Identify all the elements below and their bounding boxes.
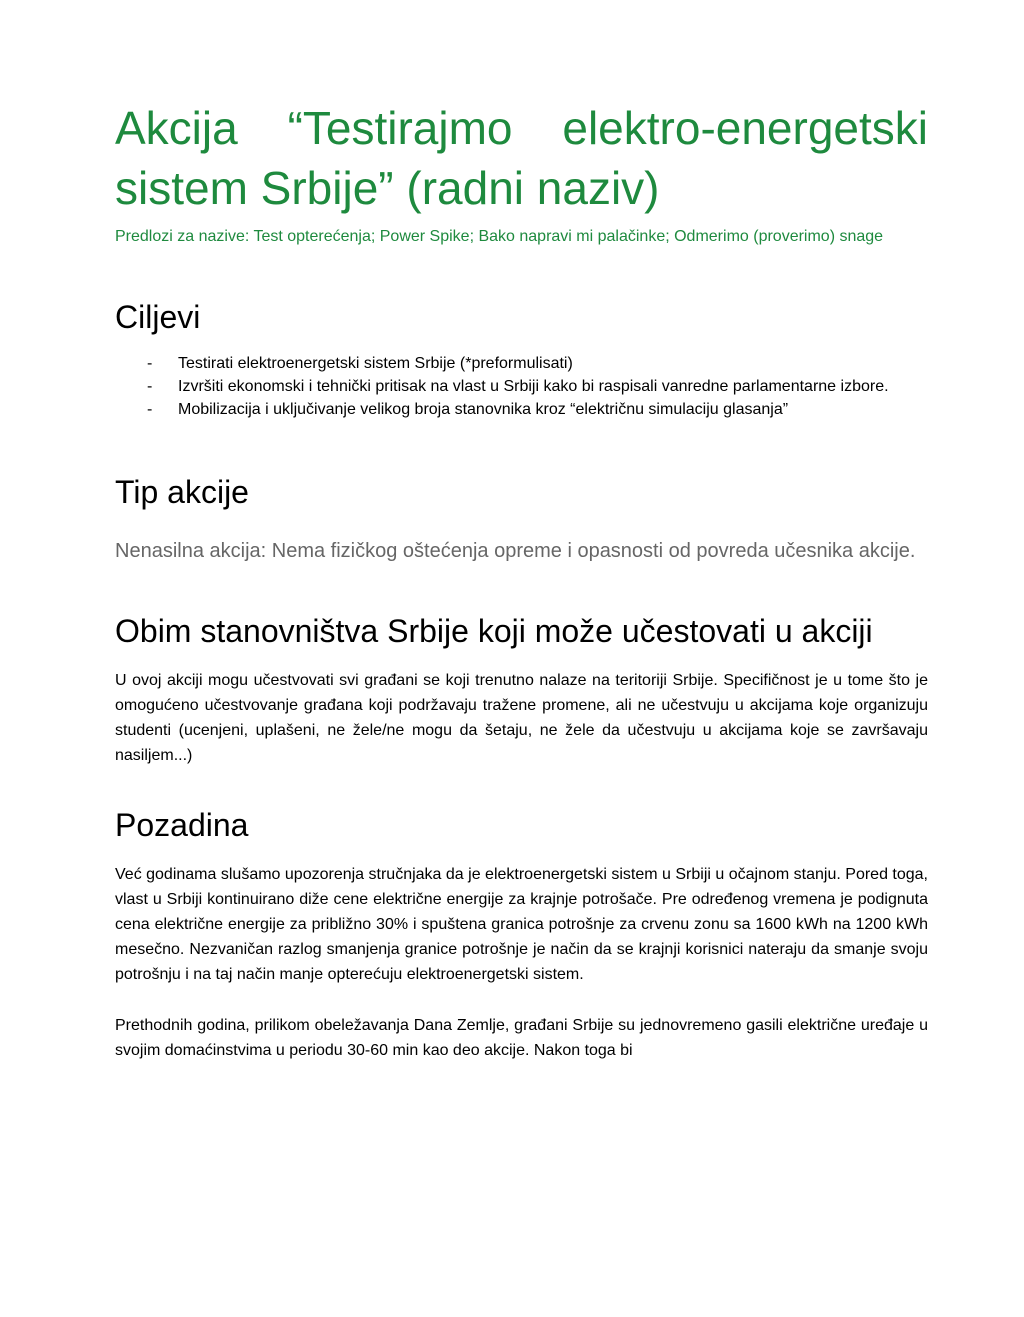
bullet-dash: - xyxy=(147,355,153,372)
obim-text: U ovoj akciji mogu učestvovati svi građani se koji trenutno nalaze na teritoriji Srbije. Specifičnost je u tome što je omogućeno učestvovanje građana koji podržavaju tražene promene, ali ne učestvuju u akcijama koje organizuju studenti (ucenjeni, uplašeni, ne žele/ne mogu da šetaju, ne žele da učestvuju u akcijama koje se završavaju nasiljem...) xyxy=(115,672,928,764)
list-item xyxy=(115,398,928,421)
section-obim xyxy=(115,608,928,768)
tip-akcije-text: Nenasilna akcija: Nema fizičkog oštećenja opreme i opasnosti od povreda učesnika akcije. xyxy=(115,540,916,562)
goal-text: Izvršiti ekonomski i tehnički pritisak na vlast u Srbiji kako bi raspisali vanredne parlamentarne izbore. xyxy=(178,378,889,395)
section-heading-pozadina: Pozadina xyxy=(115,807,249,843)
list-item xyxy=(115,375,928,398)
pozadina-paragraph-1: Već godinama slušamo upozorenja stručnjaka da je elektroenergetski sistem u Srbiji u očajnom stanju. Pored toga, vlast u Srbiji kontinuirano diže cene električne energije za krajnje potrošače. Pre određenog vremena je podignuta cena električne energije za približno 30% i spuštena granica potrošnje za crvenu zonu sa 1600 kWh na 1200 kWh mesečno. Nezvaničan razlog smanjenja granice potrošnje je način da se krajnji korisnici nateraju da smanje svoju potrošnju i na taj način manje opterećuju elektroenergetski sistem. xyxy=(115,866,928,983)
document-title: Akcija “Testirajmo elektro-energetski sistem Srbije” (radni naziv) xyxy=(115,102,928,214)
section-heading-tip-akcije: Tip akcije xyxy=(115,474,249,510)
goal-text: Testirati elektroenergetski sistem Srbije (*preformulisati) xyxy=(178,355,573,372)
list-item xyxy=(115,352,928,375)
goal-text: Mobilizacija i uključivanje velikog broja stanovnika kroz “električnu simulaciju glasanja” xyxy=(178,401,789,418)
goals-list xyxy=(115,352,928,421)
document-content xyxy=(115,98,928,1063)
section-pozadina xyxy=(115,802,928,1063)
section-heading-ciljevi: Ciljevi xyxy=(115,299,201,335)
section-ciljevi xyxy=(115,294,928,421)
document-subtitle: Predlozi za nazive: Test opterećenja; Power Spike; Bako napravi mi palačinke; Odmerimo (proverimo) snage xyxy=(115,228,884,245)
pozadina-paragraph-2: Prethodnih godina, prilikom obeležavanja Dana Zemlje, građani Srbije su jednovremeno gasili električne uređaje u svojim domaćinstvima u periodu 30-60 min kao deo akcije. Nakon toga bi xyxy=(115,1017,928,1059)
bullet-dash: - xyxy=(147,378,153,395)
section-heading-obim: Obim stanovništva Srbije koji može učestovati u akciji xyxy=(115,613,873,649)
section-tip-akcije xyxy=(115,469,928,568)
bullet-dash: - xyxy=(147,401,153,418)
